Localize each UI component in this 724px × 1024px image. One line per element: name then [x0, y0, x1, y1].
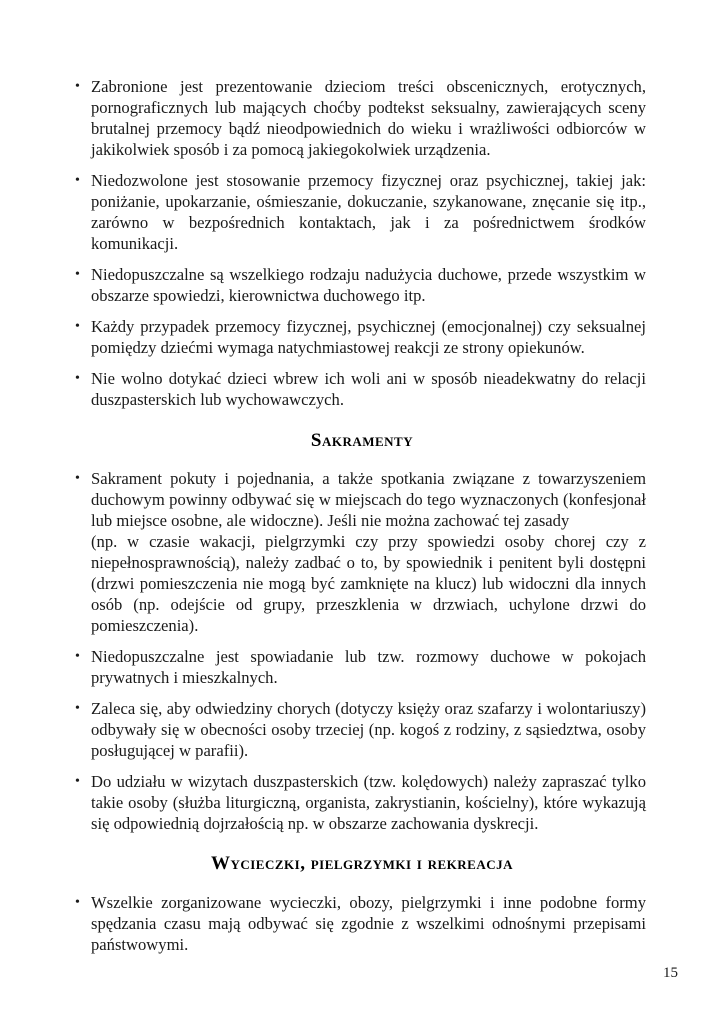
bullet-icon: • — [75, 471, 80, 486]
bullet-icon: • — [75, 701, 80, 716]
bullet-icon: • — [75, 79, 80, 94]
list-item: • Nie wolno dotykać dzieci wbrew ich woli ani w sposób nieadekwatny do relacji duszpasterskich lub wychowawczych. — [75, 369, 646, 409]
page-number: 15 — [663, 965, 678, 981]
list-item-continuation: (np. w czasie wakacji, pielgrzymki czy przy spowiedzi osoby chorej czy z niepełnosprawnością), należy zadbać o to, by spowiednik i penitent byli dostępni (drzwi pomieszczenia nie mogą być zamknięte na klucz) lub widoczni dla innych osób (np. odejście od grupy, przeszklenia w drzwiach, uchylone drzwi do pomieszczenia). — [91, 532, 646, 635]
list-item: • Każdy przypadek przemocy fizycznej, psychicznej (emocjonalnej) czy seksualnej pomiędzy dziećmi wymaga natychmiastowej reakcji ze strony opiekunów. — [75, 317, 646, 357]
section-heading-sakramenty: Sakramenty — [310, 430, 414, 451]
bullet-icon: • — [75, 267, 80, 282]
list-item: • Niedopuszczalne są wszelkiego rodzaju nadużycia duchowe, przede wszystkim w obszarze spowiedzi, kierownictwa duchowego itp. — [75, 265, 646, 305]
section-heading-wycieczki: Wycieczki, pielgrzymki i rekreacja — [210, 853, 514, 874]
list-item: • Wszelkie zorganizowane wycieczki, obozy, pielgrzymki i inne podobne formy spędzania czasu mają odbywać się zgodnie z wszelkimi odnośnymi przepisami państwowymi. — [75, 893, 646, 954]
rules-list — [75, 76, 646, 420]
list-item: • Do udziału w wizytach duszpasterskich (tzw. kolędowych) należy zapraszać tylko takie osoby (służba liturgiczną, organista, zakrystianin, kościelny), które wykazują się odpowiednią dojrzałością np. w obszarze zachowania dyskrecji. — [75, 772, 646, 833]
sacraments-list — [75, 468, 646, 844]
bullet-icon: • — [75, 319, 80, 334]
bullet-icon: • — [75, 774, 80, 789]
bullet-icon: • — [75, 371, 80, 386]
list-item: • Zaleca się, aby odwiedziny chorych (dotyczy księży oraz szafarzy i wolontariuszy) odbywały się w obecności osoby trzeciej (np. kogoś z rodziny, z sąsiedztwa, osoby posługującej w parafii). — [75, 699, 646, 760]
list-item: • Niedopuszczalne jest spowiadanie lub tzw. rozmowy duchowe w pokojach prywatnych i mieszkalnych. — [75, 647, 646, 687]
list-item: • Sakrament pokuty i pojednania, a także spotkania związane z towarzyszeniem duchowym powinny odbywać się w miejscach do tego wyznaczonych (konfesjonał lub miejsce osobne, ale widoczne). Jeśli nie można zachować tej zasady — [75, 469, 646, 530]
list-item: • Niedozwolone jest stosowanie przemocy fizycznej oraz psychicznej, takiej jak: poniżanie, upokarzanie, ośmieszanie, dokuczanie, szykanowane, znęcanie się itp., zarówno w bezpośrednich kontaktach, jak i za pośrednictwem środków komunikacji. — [75, 171, 646, 253]
bullet-icon: • — [75, 649, 80, 664]
bullet-icon: • — [75, 173, 80, 188]
trips-list — [75, 892, 646, 965]
bullet-icon: • — [75, 895, 80, 910]
list-item: • Zabronione jest prezentowanie dzieciom treści obscenicznych, erotycznych, pornograficznych lub mających choćby podtekst seksualny, zawierających sceny brutalnej przemocy bądź nieodpowiednich do wieku i wrażliwości odbiorców w jakikolwiek sposób i za pomocą jakiegokolwiek urządzenia. — [75, 77, 646, 159]
